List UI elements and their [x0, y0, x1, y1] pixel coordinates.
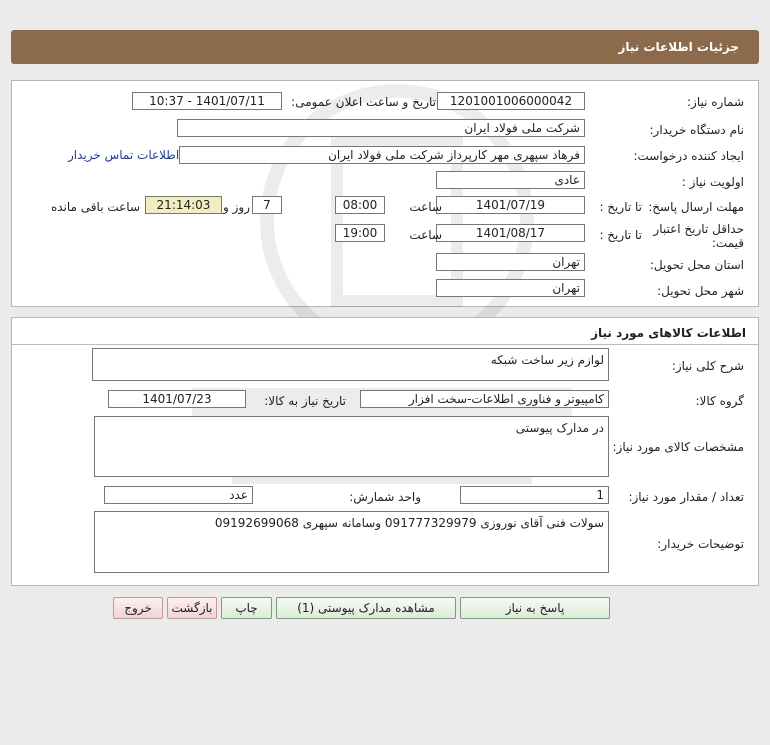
city-label: شهر محل تحویل:: [657, 284, 744, 298]
need-details-panel: [11, 80, 759, 307]
deadline-time-field: 08:00: [335, 196, 385, 214]
city-field: تهران: [436, 279, 585, 297]
group-label: گروه کالا:: [695, 394, 744, 408]
deadline-to-date-label: تا تاریخ :: [599, 200, 642, 214]
validity-label: حداقل تاریخ اعتبار قیمت:: [653, 222, 744, 250]
unit-field: عدد: [104, 486, 253, 504]
province-field: تهران: [436, 253, 585, 271]
reply-button[interactable]: پاسخ به نیاز: [460, 597, 610, 619]
goods-info-panel: [11, 317, 759, 586]
group-field: کامپیوتر و فناوری اطلاعات-سخت افزار: [360, 390, 609, 408]
goods-section-title: اطلاعات کالاهای مورد نیاز: [591, 326, 746, 340]
remaining-time-field: 21:14:03: [145, 196, 222, 214]
need-number-label: شماره نیاز:: [687, 95, 744, 109]
deadline-label: مهلت ارسال پاسخ:: [648, 200, 744, 214]
deadline-time-label: ساعت: [409, 200, 442, 214]
buyer-notes-label: توضیحات خریدار:: [657, 537, 744, 551]
validity-time-field: 19:00: [335, 224, 385, 242]
creator-field: فرهاد سپهری مهر کارپرداز شرکت ملی فولاد ایران: [179, 146, 585, 164]
creator-label: ایجاد کننده درخواست:: [633, 149, 744, 163]
validity-to-date-label: تا تاریخ :: [599, 228, 642, 242]
contact-buyer-link[interactable]: اطلاعات تماس خریدار: [68, 148, 180, 162]
priority-label: اولویت نیاز :: [681, 175, 744, 189]
exit-button[interactable]: خروج: [113, 597, 163, 619]
priority-field: عادی: [436, 171, 585, 189]
qty-label: تعداد / مقدار مورد نیاز:: [628, 490, 744, 504]
back-button[interactable]: بازگشت: [167, 597, 217, 619]
goods-section-divider: [12, 344, 758, 345]
validity-time-label: ساعت: [409, 228, 442, 242]
page-title: جزئیات اطلاعات نیاز: [618, 40, 739, 54]
buyer-org-field: شرکت ملی فولاد ایران: [177, 119, 585, 137]
need-date-field: 1401/07/23: [108, 390, 246, 408]
remaining-label: ساعت باقی مانده: [50, 200, 140, 214]
unit-label: واحد شمارش:: [349, 490, 421, 504]
buyer-org-label: نام دستگاه خریدار:: [649, 123, 744, 137]
qty-field: 1: [460, 486, 609, 504]
days-label: روز و: [223, 200, 250, 214]
buyer-notes-field: سولات فنی آقای نوروزی 091777329979 وسامانه سپهری 09192699068: [94, 511, 609, 573]
deadline-date-field: 1401/07/19: [436, 196, 585, 214]
view-attachments-button[interactable]: مشاهده مدارک پیوستی (1): [276, 597, 456, 619]
announce-label: تاریخ و ساعت اعلان عمومی:: [291, 95, 436, 109]
specs-label: مشخصات کالای مورد نیاز:: [612, 440, 744, 454]
summary-field: لوازم زیر ساخت شبکه: [92, 348, 609, 381]
specs-field: در مدارک پیوستی: [94, 416, 609, 477]
need-number-field: 1201001006000042: [437, 92, 585, 110]
announce-field: 1401/07/11 - 10:37: [132, 92, 282, 110]
days-field: 7: [252, 196, 282, 214]
need-date-label: تاریخ نیاز به کالا:: [264, 394, 346, 408]
page-header: [11, 30, 759, 64]
summary-label: شرح کلی نیاز:: [671, 359, 744, 373]
validity-date-field: 1401/08/17: [436, 224, 585, 242]
print-button[interactable]: چاپ: [221, 597, 272, 619]
province-label: استان محل تحویل:: [649, 258, 744, 272]
